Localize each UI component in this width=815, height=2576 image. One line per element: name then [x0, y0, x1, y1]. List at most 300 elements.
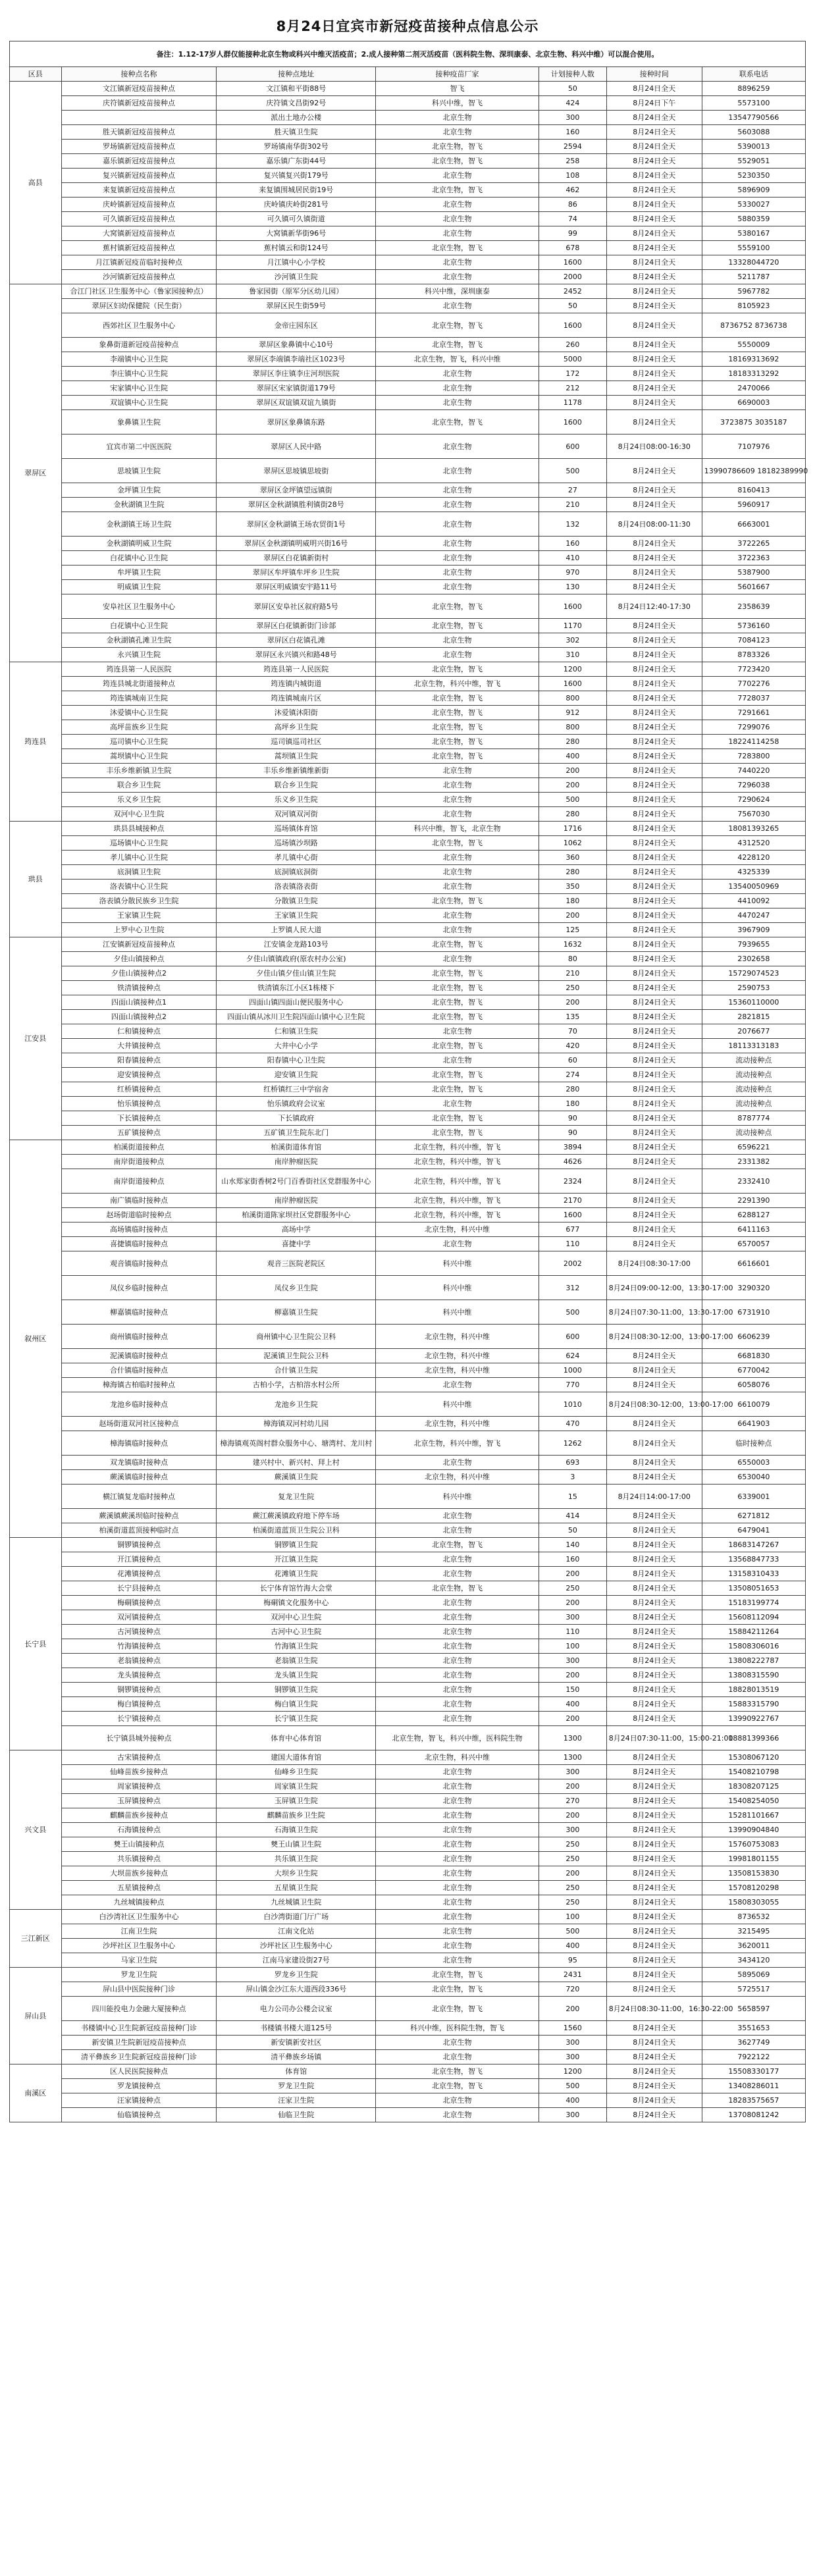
vaccination-time: 8月24日08:30-17:00: [606, 1251, 702, 1276]
site-name: 金秋湖镇明威卫生院: [61, 537, 217, 551]
table-row: [10, 1068, 806, 1082]
vaccine-maker: 智飞: [376, 82, 539, 96]
contact-phone: 3620011: [702, 1939, 805, 1953]
district-cell: 高县: [10, 82, 62, 284]
vaccine-maker: 北京生物: [376, 880, 539, 894]
planned-count: 280: [539, 1082, 606, 1097]
vaccine-maker: 北京生物: [376, 1953, 539, 1968]
vaccine-maker: 北京生物，智飞: [376, 894, 539, 908]
contact-phone: 流动接种点: [702, 1126, 805, 1140]
table-row: [10, 2050, 806, 2064]
planned-count: 80: [539, 952, 606, 966]
vaccination-time: 8月24日12:40-17:30: [606, 594, 702, 619]
site-name: 江南卫生院: [61, 1924, 217, 1939]
table-row: [10, 1581, 806, 1596]
planned-count: 1262: [539, 1431, 606, 1456]
contact-phone: 5960917: [702, 498, 805, 512]
vaccine-maker: 北京生物，智飞: [376, 338, 539, 352]
table-row: [10, 1982, 806, 1997]
site-name: 罗场镇新冠疫苗接种点: [61, 140, 217, 154]
vaccination-time: 8月24日全天: [606, 212, 702, 226]
vaccine-maker: 科兴中维，深圳康泰: [376, 284, 539, 299]
table-row: [10, 1349, 806, 1363]
vaccine-maker: 北京生物: [376, 255, 539, 270]
vaccination-time: 8月24日全天: [606, 1010, 702, 1024]
planned-count: 200: [539, 1668, 606, 1683]
table-row: [10, 937, 806, 952]
planned-count: 677: [539, 1222, 606, 1237]
table-row: [10, 270, 806, 284]
district-cell: 江安县: [10, 937, 62, 1140]
district-cell: 筠连县: [10, 662, 62, 822]
table-row: [10, 1456, 806, 1470]
planned-count: 360: [539, 851, 606, 865]
site-name: 下长镇接种点: [61, 1111, 217, 1126]
vaccination-time: 8月24日全天: [606, 1697, 702, 1712]
contact-phone: 15360110000: [702, 995, 805, 1010]
planned-count: 1716: [539, 822, 606, 836]
table-row: [10, 459, 806, 483]
vaccine-maker: 北京生物: [376, 367, 539, 381]
site-address: 翠屏区金秋湖镇明威明兴街16号: [217, 537, 376, 551]
contact-phone: 5230350: [702, 169, 805, 183]
planned-count: 280: [539, 865, 606, 880]
site-address: 周家镇卫生院: [217, 1779, 376, 1794]
contact-phone: 流动接种点: [702, 1097, 805, 1111]
vaccination-time: 8月24日全天: [606, 633, 702, 648]
site-address: 麒麟苗族乡卫生院: [217, 1808, 376, 1823]
contact-phone: 3290320: [702, 1276, 805, 1300]
site-address: 竹海镇卫生院: [217, 1639, 376, 1654]
planned-count: 2594: [539, 140, 606, 154]
vaccine-maker: 北京生物，科兴中维，智飞: [376, 1208, 539, 1222]
vaccination-time: 8月24日全天: [606, 2064, 702, 2079]
planned-count: 250: [539, 1581, 606, 1596]
contact-phone: 流动接种点: [702, 1068, 805, 1082]
site-address: 凤仪乡卫生院: [217, 1276, 376, 1300]
site-name: 长宁镇接种点: [61, 1712, 217, 1726]
vaccine-maker: 北京生物: [376, 1895, 539, 1910]
table-row: [10, 1683, 806, 1697]
contact-phone: 15729074523: [702, 966, 805, 981]
contact-phone: 19981801155: [702, 1852, 805, 1866]
site-name: 白沙湾社区卫生服务中心: [61, 1910, 217, 1924]
contact-phone: 5559100: [702, 241, 805, 255]
planned-count: 600: [539, 434, 606, 459]
planned-count: 200: [539, 1567, 606, 1581]
contact-phone: 3722363: [702, 551, 805, 565]
vaccine-maker: 北京生物: [376, 1024, 539, 1039]
table-row: [10, 2093, 806, 2108]
planned-count: 86: [539, 197, 606, 212]
planned-count: 410: [539, 551, 606, 565]
table-row: [10, 778, 806, 793]
table-row: [10, 1392, 806, 1417]
vaccine-maker: 北京生物: [376, 111, 539, 125]
vaccine-maker: 北京生物，智飞: [376, 1039, 539, 1053]
vaccination-time: 8月24日全天: [606, 1222, 702, 1237]
planned-count: 5000: [539, 352, 606, 367]
table-row: [10, 1417, 806, 1431]
vaccination-time: 8月24日全天: [606, 894, 702, 908]
vaccine-maker: 北京生物: [376, 551, 539, 565]
planned-count: 50: [539, 1523, 606, 1538]
table-row: [10, 1082, 806, 1097]
site-name: 屏山县中医院接种门诊: [61, 1982, 217, 1997]
header-row: [10, 67, 806, 82]
site-name: 蒿坝镇中心卫生院: [61, 749, 217, 764]
vaccine-maker: 北京生物: [376, 1378, 539, 1392]
site-name: 明威镇卫生院: [61, 580, 217, 594]
contact-phone: 6058076: [702, 1378, 805, 1392]
site-name: 筠连镇城南卫生院: [61, 691, 217, 706]
table-row: [10, 434, 806, 459]
contact-phone: 6610079: [702, 1392, 805, 1417]
vaccine-maker: 北京生物，智飞: [376, 662, 539, 677]
site-name: 南岸街道接种点: [61, 1169, 217, 1194]
site-address: 巡司镇巡司社区: [217, 735, 376, 749]
page-title: 8月24日宜宾市新冠疫苗接种点信息公示: [276, 18, 539, 34]
site-name: 思坡镇卫生院: [61, 459, 217, 483]
planned-count: 800: [539, 720, 606, 735]
planned-count: 500: [539, 459, 606, 483]
site-address: 建兴村中、新兴村、拜上村: [217, 1456, 376, 1470]
vaccination-time: 8月24日全天: [606, 851, 702, 865]
contact-phone: 2076677: [702, 1024, 805, 1039]
planned-count: 280: [539, 735, 606, 749]
table-row: [10, 1222, 806, 1237]
planned-count: 400: [539, 2093, 606, 2108]
vaccination-time: 8月24日全天: [606, 2050, 702, 2064]
site-name: 柏溪街道蓝顶接种临时点: [61, 1523, 217, 1538]
site-address: 可久镇可久镇街道: [217, 212, 376, 226]
planned-count: 2002: [539, 1251, 606, 1276]
site-name: 赵场街道双河社区接种点: [61, 1417, 217, 1431]
vaccine-maker: 北京生物: [376, 1053, 539, 1068]
planned-count: 200: [539, 908, 606, 923]
site-name: 巡司镇中心卫生院: [61, 735, 217, 749]
vaccine-maker: 北京生物: [376, 212, 539, 226]
vaccine-maker: 北京生物: [376, 1765, 539, 1779]
vaccine-maker: 北京生物: [376, 2093, 539, 2108]
contact-phone: 15183199774: [702, 1596, 805, 1610]
planned-count: 300: [539, 1823, 606, 1837]
site-address: 汪家卫生院: [217, 2093, 376, 2108]
table-row: [10, 169, 806, 183]
planned-count: 350: [539, 880, 606, 894]
planned-count: 424: [539, 96, 606, 111]
site-address: 大窝镇新华街96号: [217, 226, 376, 241]
planned-count: 200: [539, 995, 606, 1010]
vaccination-time: 8月24日全天: [606, 1111, 702, 1126]
contact-phone: 4312520: [702, 836, 805, 851]
vaccine-maker: 北京生物: [376, 1237, 539, 1251]
contact-phone: 5211787: [702, 270, 805, 284]
contact-phone: 流动接种点: [702, 1082, 805, 1097]
site-name: 凤仪乡临时接种点: [61, 1276, 217, 1300]
vaccination-time: 8月24日全天: [606, 720, 702, 735]
site-address: 泥溪镇卫生院公卫科: [217, 1349, 376, 1363]
vaccine-maker: 北京生物，智飞: [376, 735, 539, 749]
table-row: [10, 1881, 806, 1895]
site-address: 合什镇卫生院: [217, 1363, 376, 1378]
table-row: [10, 908, 806, 923]
site-address: 胜天镇卫生院: [217, 125, 376, 140]
site-address: 庆符镇文昌街92号: [217, 96, 376, 111]
contact-phone: 18224114258: [702, 735, 805, 749]
vaccine-maker: 北京生物: [376, 865, 539, 880]
site-name: 庆符镇新冠疫苗接种点: [61, 96, 217, 111]
planned-count: 312: [539, 1276, 606, 1300]
table-row: [10, 662, 806, 677]
site-name: 翠屏区妇幼保健院（民生街）: [61, 299, 217, 313]
planned-count: 500: [539, 2079, 606, 2093]
site-name: 牟坪镇卫生院: [61, 565, 217, 580]
table-row: [10, 1140, 806, 1155]
vaccine-maker: 北京生物: [376, 923, 539, 937]
site-name: 文江镇新冠疫苗接种点: [61, 82, 217, 96]
vaccine-maker: 北京生物，智飞: [376, 594, 539, 619]
vaccination-time: 8月24日全天: [606, 1456, 702, 1470]
planned-count: 624: [539, 1349, 606, 1363]
site-name: 周家镇接种点: [61, 1779, 217, 1794]
planned-count: 135: [539, 1010, 606, 1024]
planned-count: 250: [539, 1895, 606, 1910]
contact-phone: 13508051653: [702, 1581, 805, 1596]
table-row: [10, 865, 806, 880]
vaccination-time: 8月24日全天: [606, 1610, 702, 1625]
vaccination-time: 8月24日全天: [606, 836, 702, 851]
planned-count: 50: [539, 299, 606, 313]
planned-count: 1600: [539, 255, 606, 270]
vaccination-time: 8月24日全天: [606, 937, 702, 952]
vaccination-time: 8月24日全天: [606, 140, 702, 154]
site-address: 龙池乡卫生院: [217, 1392, 376, 1417]
vaccine-maker: 北京生物，科兴中维，智飞: [376, 677, 539, 691]
planned-count: 130: [539, 580, 606, 594]
planned-count: 400: [539, 1697, 606, 1712]
vaccination-time: 8月24日全天: [606, 865, 702, 880]
contact-phone: 5967782: [702, 284, 805, 299]
vaccination-time: 8月24日全天: [606, 1024, 702, 1039]
planned-count: 60: [539, 1053, 606, 1068]
vaccination-time: 8月24日全天: [606, 662, 702, 677]
site-name: 新安镇卫生院新冠疫苗接种点: [61, 2036, 217, 2050]
vaccination-time: 8月24日全天: [606, 1155, 702, 1169]
site-name: 高坪苗族乡卫生院: [61, 720, 217, 735]
vaccination-time: 8月24日全天: [606, 1939, 702, 1953]
vaccination-time: 8月24日全天: [606, 1808, 702, 1823]
header-time: 接种时间: [606, 67, 702, 82]
site-address: 翠屏区象鼻镇中心10号: [217, 338, 376, 352]
table-row: [10, 483, 806, 498]
site-address: 僰王山镇卫生院: [217, 1837, 376, 1852]
site-name: 共乐镇接种点: [61, 1852, 217, 1866]
site-name: 可久镇新冠疫苗接种点: [61, 212, 217, 226]
site-address: 铜锣镇卫生院: [217, 1683, 376, 1697]
site-name: 铜锣镇接种点: [61, 1683, 217, 1697]
district-cell: 兴文县: [10, 1750, 62, 1910]
vaccination-time: 8月24日全天: [606, 1625, 702, 1639]
site-name: 长宁县接种点: [61, 1581, 217, 1596]
planned-count: 693: [539, 1456, 606, 1470]
contact-phone: 2291390: [702, 1194, 805, 1208]
contact-phone: 8783326: [702, 648, 805, 662]
site-address: 体育馆: [217, 2064, 376, 2079]
site-name: 樟海镇古柏临时接种点: [61, 1378, 217, 1392]
planned-count: 500: [539, 793, 606, 807]
site-address: 丰乐乡维新镇维新街: [217, 764, 376, 778]
site-name: 双河镇接种点: [61, 1610, 217, 1625]
site-name: 夕佳山镇接种点2: [61, 966, 217, 981]
contact-phone: 4325339: [702, 865, 805, 880]
vaccination-time: 8月24日全天: [606, 677, 702, 691]
planned-count: 210: [539, 966, 606, 981]
contact-phone: 3967909: [702, 923, 805, 937]
vaccine-maker: 北京生物，智飞: [376, 1982, 539, 1997]
vaccine-maker: 北京生物，智飞: [376, 1538, 539, 1552]
vaccine-maker: 北京生物: [376, 1924, 539, 1939]
planned-count: 678: [539, 241, 606, 255]
vaccine-maker: 科兴中维: [376, 1276, 539, 1300]
site-address: 筠连县第一人民医院: [217, 662, 376, 677]
site-address: 四面山镇从冰川卫生院四面山镇中心卫生院: [217, 1010, 376, 1024]
vaccination-time: 8月24日全天: [606, 367, 702, 381]
planned-count: 600: [539, 1325, 606, 1349]
site-address: 花滩镇卫生院: [217, 1567, 376, 1581]
contact-phone: 3722265: [702, 537, 805, 551]
site-name: 金秋湖镇孔滩卫生院: [61, 633, 217, 648]
vaccine-maker: 北京生物，科兴中维，智飞: [376, 1431, 539, 1456]
site-address: 翠屏区李端镇李端社区1023号: [217, 352, 376, 367]
site-address: 翠屏区李庄镇李庄河坝医院: [217, 367, 376, 381]
vaccination-time: 8月24日全天: [606, 1431, 702, 1456]
vaccine-maker: 北京生物，智飞: [376, 410, 539, 434]
site-name: 横江镇复龙临时接种点: [61, 1485, 217, 1509]
site-name: 复兴镇新冠疫苗接种点: [61, 169, 217, 183]
contact-phone: 15408254050: [702, 1794, 805, 1808]
site-name: 麒麟苗族乡接种点: [61, 1808, 217, 1823]
vaccine-maker: 北京生物，科兴中维: [376, 1417, 539, 1431]
contact-phone: 5573100: [702, 96, 805, 111]
contact-phone: 15883315790: [702, 1697, 805, 1712]
site-address: 红桥镇红三中学宿舍: [217, 1082, 376, 1097]
contact-phone: 5390013: [702, 140, 805, 154]
site-address: 月江镇中心小学校: [217, 255, 376, 270]
site-address: 蕉村镇云和街124号: [217, 241, 376, 255]
vaccination-time: 8月24日全天: [606, 1639, 702, 1654]
planned-count: 1632: [539, 937, 606, 952]
site-address: 迎安镇卫生院: [217, 1068, 376, 1082]
site-name: 孝儿镇中心卫生院: [61, 851, 217, 865]
site-address: 筠连镇内城街道: [217, 677, 376, 691]
site-name: 玉屏镇接种点: [61, 1794, 217, 1808]
table-row: [10, 410, 806, 434]
vaccine-maker: 北京生物，智飞: [376, 1997, 539, 2021]
planned-count: 210: [539, 498, 606, 512]
vaccination-time: 8月24日全天: [606, 1363, 702, 1378]
contact-phone: 6690003: [702, 396, 805, 410]
site-address: 高坪乡卫生院: [217, 720, 376, 735]
vaccine-maker: 北京生物，智飞: [376, 749, 539, 764]
vaccine-maker: 北京生物，科兴中维，智飞: [376, 1140, 539, 1155]
vaccination-time: 8月24日全天: [606, 1683, 702, 1697]
contact-phone: 6770042: [702, 1363, 805, 1378]
site-name: 金秋湖镇王场卫生院: [61, 512, 217, 537]
vaccination-time: 8月24日全天: [606, 2021, 702, 2036]
planned-count: 4626: [539, 1155, 606, 1169]
site-address: 建国大道体育馆: [217, 1750, 376, 1765]
contact-phone: 3723875 3035187: [702, 410, 805, 434]
table-row: [10, 764, 806, 778]
vaccination-time: 8月24日全天: [606, 197, 702, 212]
site-address: 新安镇新安社区: [217, 2036, 376, 2050]
contact-phone: 7283800: [702, 749, 805, 764]
site-address: 蕨溪镇卫生院: [217, 1470, 376, 1485]
vaccine-maker: 北京生物: [376, 2108, 539, 2122]
table-row: [10, 1639, 806, 1654]
contact-phone: 13990904840: [702, 1823, 805, 1837]
table-row: [10, 241, 806, 255]
vaccination-time: 8月24日全天: [606, 1968, 702, 1982]
vaccine-maker: 北京生物，智飞: [376, 981, 539, 995]
site-address: 沙坪社区卫生服务中心: [217, 1939, 376, 1953]
table-row: [10, 1300, 806, 1325]
contact-phone: 8160413: [702, 483, 805, 498]
table-row: [10, 1169, 806, 1194]
table-row: [10, 677, 806, 691]
planned-count: 1062: [539, 836, 606, 851]
vaccination-time: 8月24日08:30-12:00，13:00-17:00: [606, 1325, 702, 1349]
vaccine-maker: 北京生物，智飞，科兴中维: [376, 352, 539, 367]
vaccine-maker: 北京生物: [376, 1668, 539, 1683]
site-name: 石海镇接种点: [61, 1823, 217, 1837]
vaccination-time: 8月24日全天: [606, 1794, 702, 1808]
site-address: 梅硐镇文化服务中心: [217, 1596, 376, 1610]
table-row: [10, 1024, 806, 1039]
table-row: [10, 807, 806, 822]
site-address: 王家镇卫生院: [217, 908, 376, 923]
contact-phone: 2331382: [702, 1155, 805, 1169]
site-name: 大井镇接种点: [61, 1039, 217, 1053]
planned-count: 250: [539, 1837, 606, 1852]
vaccine-maker: 北京生物，科兴中维，智飞: [376, 1169, 539, 1194]
table-row: [10, 691, 806, 706]
vaccine-maker: 北京生物，智飞: [376, 2079, 539, 2093]
contact-phone: 13808315590: [702, 1668, 805, 1683]
site-address: 铁清镇东江小区1栋楼下: [217, 981, 376, 995]
site-address: 双河中心卫生院: [217, 1610, 376, 1625]
vaccination-time: 8月24日全天: [606, 1068, 702, 1082]
site-name: 底洞镇卫生院: [61, 865, 217, 880]
contact-phone: 18283575657: [702, 2093, 805, 2108]
planned-count: 160: [539, 537, 606, 551]
site-name: 龙池乡临时接种点: [61, 1392, 217, 1417]
contact-phone: 15408210798: [702, 1765, 805, 1779]
table-row: [10, 2021, 806, 2036]
planned-count: 2452: [539, 284, 606, 299]
planned-count: 50: [539, 82, 606, 96]
contact-phone: 6663001: [702, 512, 805, 537]
site-address: 长宁体育馆竹海大会堂: [217, 1581, 376, 1596]
site-name: 开江镇接种点: [61, 1552, 217, 1567]
planned-count: 770: [539, 1378, 606, 1392]
vaccine-maker: 北京生物: [376, 1837, 539, 1852]
header-phone: 联系电话: [702, 67, 805, 82]
contact-phone: 7723420: [702, 662, 805, 677]
contact-phone: 6411163: [702, 1222, 805, 1237]
site-name: 柳嘉镇临时接种点: [61, 1300, 217, 1325]
